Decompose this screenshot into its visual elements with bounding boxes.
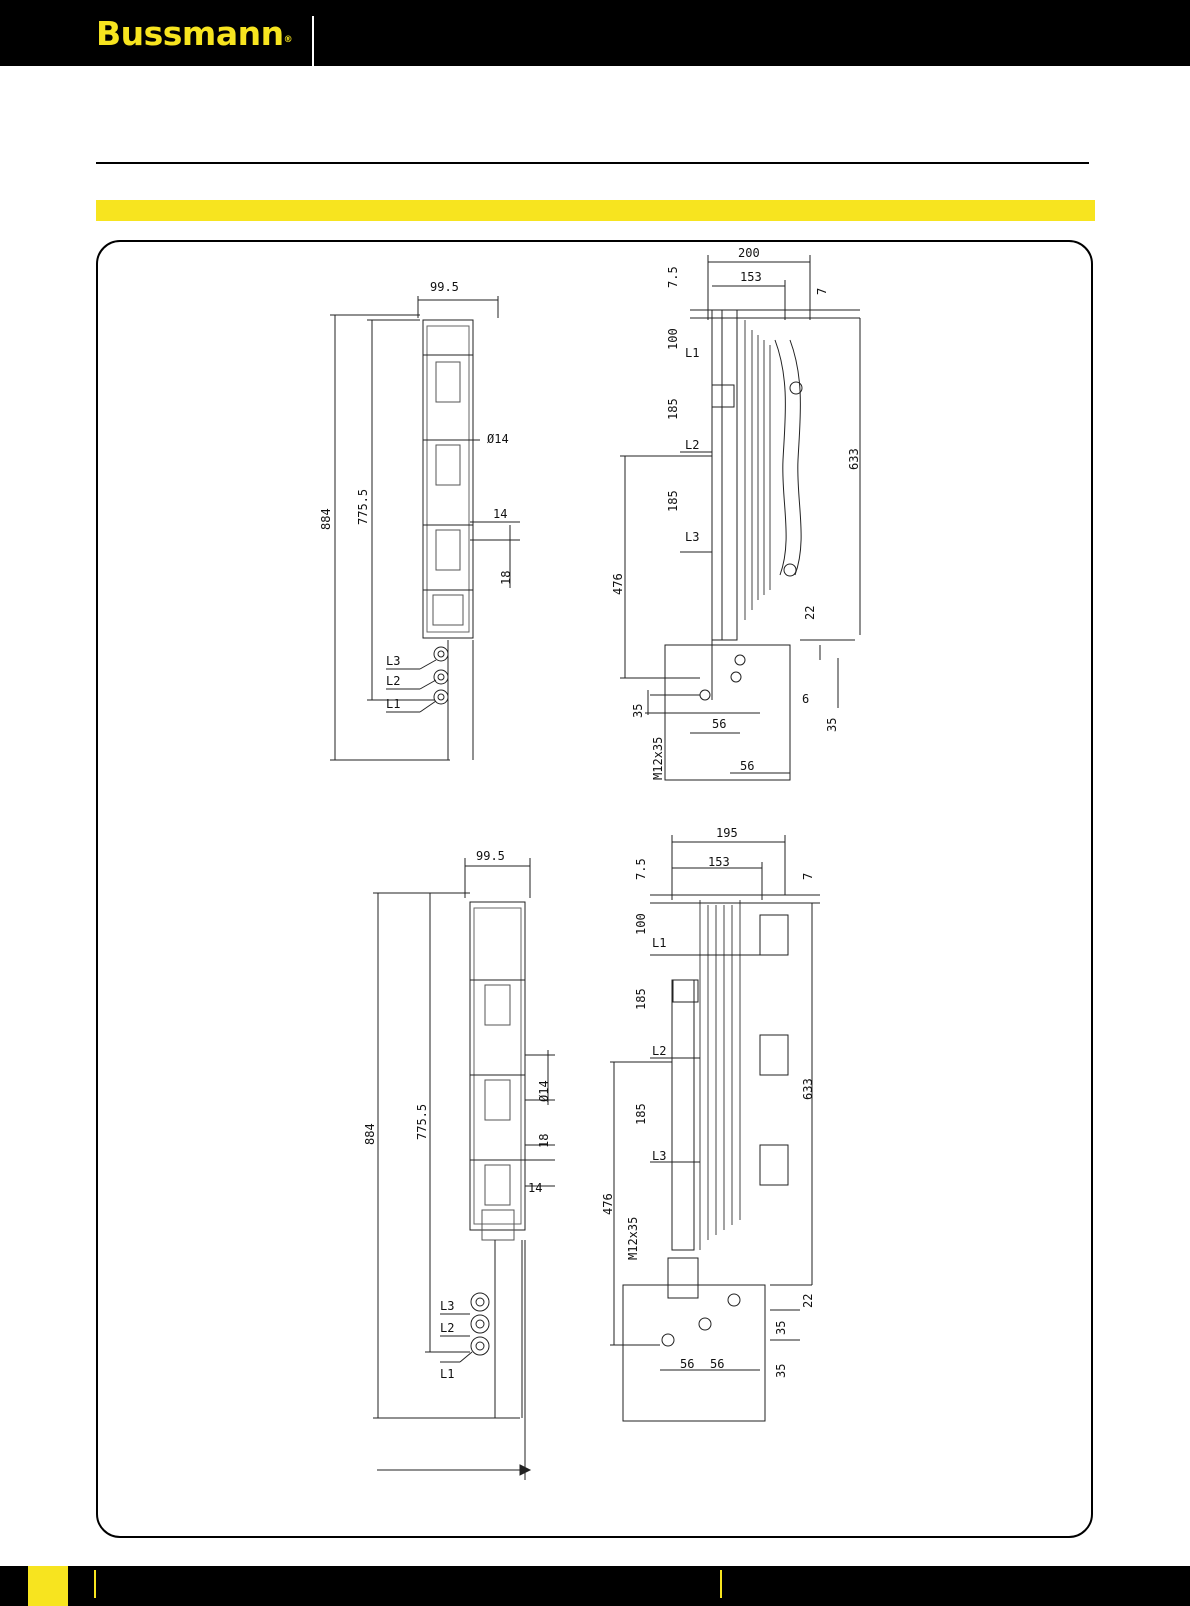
side-bottom-phase-l1: L1 [652,936,667,950]
front-bottom-width: 99.5 [476,849,505,863]
side-top-spacing-2: 56 [740,759,755,773]
side-top-right-offset: 7 [815,287,829,295]
side-top-bolt: M12x35 [651,736,665,780]
side-top-pitch-1: 185 [666,398,680,420]
side-bottom-phase-l2: L2 [652,1044,667,1058]
side-bottom-bolt-b: 35 [774,1363,788,1378]
side-top-bolt-a: 35 [631,703,645,718]
side-bottom-spacing-1: 56 [680,1357,695,1371]
front-top-width: 99.5 [430,280,459,294]
footer-accent-block [28,1566,68,1606]
side-top-bolt-b: 35 [825,717,839,732]
side-bottom-depth-inner: 153 [708,855,730,869]
front-top-hole: Ø14 [487,432,509,446]
side-view-top [620,255,860,780]
front-bottom-phase-l3: L3 [440,1299,455,1313]
front-top-phase-l3: L3 [386,654,401,668]
footer-divider-left [94,1570,96,1598]
front-bottom-pitch: 18 [537,1133,551,1148]
front-top-inner: 775.5 [356,488,370,525]
side-top-depth-inner: 153 [740,270,762,284]
front-bottom-total: 884 [363,1123,377,1145]
side-bottom-phase-l3: L3 [652,1149,667,1163]
front-bottom-phase-l2: L2 [440,1321,455,1335]
front-top-pitch: 18 [499,570,513,585]
side-bottom-depth: 195 [716,826,738,840]
side-bottom-pitch-2: 185 [634,1103,648,1125]
side-top-phase-l1: L1 [685,346,700,360]
front-view-top [330,296,520,760]
front-bottom-hole: Ø14 [537,1080,551,1102]
front-top-phase-l1: L1 [386,697,401,711]
side-top-pitch-2: 185 [666,490,680,512]
side-bottom-pitch-1: 185 [634,988,648,1010]
side-top-pitch-top: 100 [666,328,680,350]
side-top-lower: 476 [611,573,625,595]
side-bottom-bottom-offset: 22 [801,1293,815,1308]
side-top-top-offset: 7.5 [666,266,680,288]
registered-mark: ® [283,35,293,45]
front-top-total: 884 [319,508,333,530]
side-top-phase-l2: L2 [685,438,700,452]
front-bottom-inner: 775.5 [415,1103,429,1140]
side-bottom-bolt: M12x35 [626,1216,640,1260]
side-top-phase-l3: L3 [685,530,700,544]
side-top-spacing-1: 56 [712,717,727,731]
side-top-height: 633 [847,448,861,470]
side-top-bolt-c: 6 [802,692,810,706]
side-bottom-height: 633 [801,1078,815,1100]
front-top-phase-l2: L2 [386,674,401,688]
front-top-slot: 14 [493,507,508,521]
front-bottom-slot: 14 [528,1181,543,1195]
front-bottom-phase-l1: L1 [440,1367,455,1381]
side-bottom-pitch-top: 100 [634,913,648,935]
brand-name: Bussmann [96,14,284,53]
side-bottom-right-offset: 7 [801,872,815,880]
side-top-bottom-offset: 22 [803,605,817,620]
footer-bar [0,1566,1190,1606]
front-view-bottom [373,858,555,1480]
footer-divider-right [720,1570,722,1598]
side-bottom-lower: 476 [601,1193,615,1215]
side-bottom-top-offset: 7.5 [634,858,648,880]
side-bottom-spacing-2: 56 [710,1357,725,1371]
side-bottom-bolt-a: 35 [774,1320,788,1335]
side-top-depth: 200 [738,246,760,260]
